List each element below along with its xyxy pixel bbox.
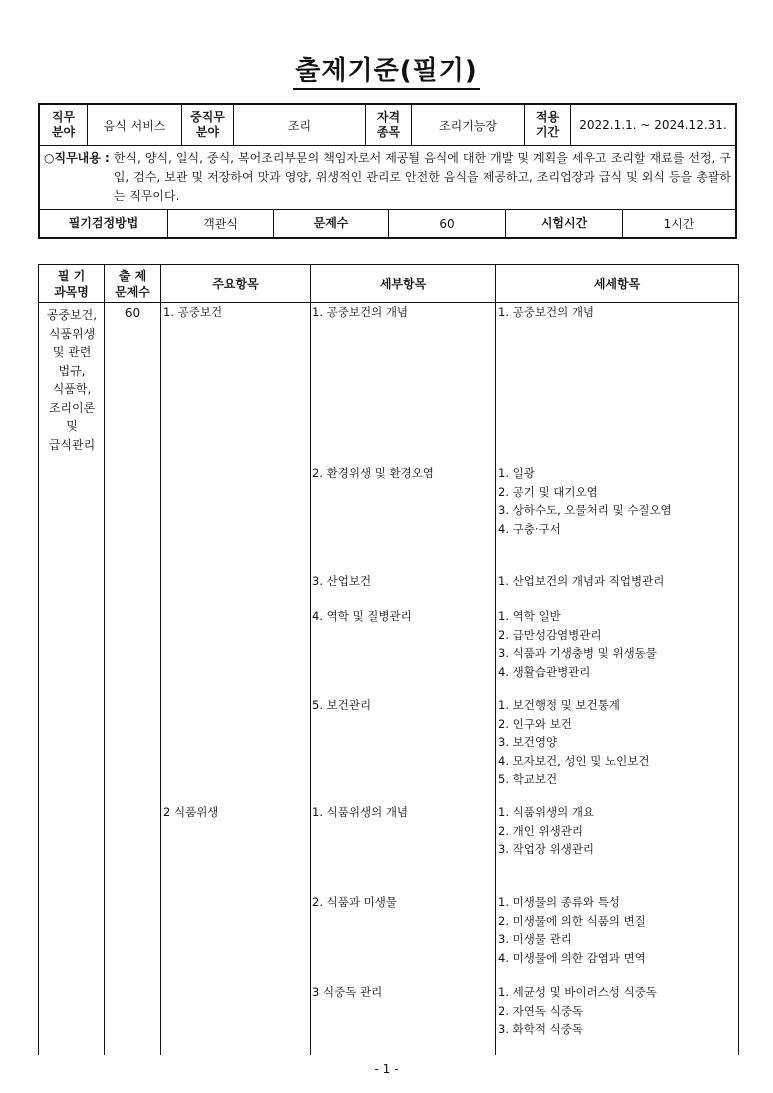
detail-item: 4. 구충·구서 [498, 521, 561, 536]
subfield-value: 조리 [234, 105, 366, 145]
duty-text: 한식, 양식, 일식, 중식, 복어조리부문의 책임자로서 제공될 음식에 대한 개발 및 계획을 세우고 조리할 재료를 선정, 구입, 검수, 보관 및 저장하여 맛과 영양, 위생적인 관리로 안전한 음식을 제공하고, 조리업장과 급식 및 외식 등을 총괄하는 직무이다. [113, 151, 731, 203]
header-main-item: 주요항목 [212, 276, 259, 291]
detail-item: 1. 산업보건의 개념과 직업병관리 [498, 574, 665, 588]
field-value: 음식 서비스 [88, 105, 182, 145]
detail-item: 2. 미생물에 의한 식품의 변질 [498, 913, 646, 928]
detail-item: 1. 공중보건의 개념 [498, 305, 595, 319]
detail-item: 3. 작업장 위생관리 [498, 842, 595, 856]
detail-item: 1. 역학 일반 [498, 609, 561, 623]
header-count: 출 제 문제수 [115, 268, 150, 299]
time-value: 1시간 [663, 217, 695, 231]
method-value: 객관식 [168, 210, 274, 237]
header-sub-item: 세부항목 [379, 276, 427, 291]
detail-item: 3. 보건영양 [498, 735, 558, 749]
detail-item: 1. 미생물의 종류와 특성 [498, 895, 620, 909]
sub-item: 2. 환경위생 및 환경오염 [312, 466, 434, 480]
main-item: 2 식품위생 [163, 805, 219, 819]
sub-item: 3 식중독 관리 [312, 985, 383, 999]
header-subject: 필 기 과목명 [54, 268, 89, 299]
detail-item: 2. 공기 및 대기오염 [498, 484, 598, 499]
main-item: 1. 공중보건 [163, 305, 223, 319]
page-title: 출제기준(필기) [0, 50, 773, 87]
sub-item: 2. 식품과 미생물 [312, 895, 397, 909]
sub-item: 1. 공중보건의 개념 [312, 305, 409, 319]
subject-name: 공중보건, 식품위생 및 관련 법규, 식품학, 조리이론 및 급식관리 [46, 308, 98, 452]
header-detail-item: 세세항목 [593, 276, 641, 291]
sub-item: 3. 산업보건 [312, 574, 372, 588]
sub-item: 4. 역학 및 질병관리 [312, 609, 412, 623]
question-count: 60 [124, 306, 141, 320]
detail-item: 5. 학교보건 [498, 772, 558, 786]
method-label: 필기검정방법 [40, 210, 168, 237]
period-label: 적용 기간 [525, 105, 571, 145]
exam-info-table [38, 103, 737, 239]
detail-item: 4. 미생물에 의한 감염과 면역 [498, 950, 646, 965]
detail-item: 1. 식품위생의 개요 [498, 805, 595, 819]
detail-item: 3. 상하수도, 오물처리 및 수질오염 [498, 503, 672, 517]
detail-item: 3. 미생물 관리 [498, 932, 572, 946]
cert-value: 조리기능장 [412, 105, 525, 145]
detail-item: 3. 식품과 기생충병 및 위생동물 [498, 646, 657, 660]
page-number: - 1 - [374, 1062, 399, 1076]
detail-item: 1. 보건행정 및 보건통계 [498, 698, 620, 712]
duty-label: ○직무내용 : [44, 151, 110, 165]
detail-item: 2. 자연독 식중독 [498, 1003, 583, 1018]
field-label: 직무 분야 [40, 105, 88, 145]
cert-label: 자격 종목 [366, 105, 412, 145]
syllabus-table [38, 264, 739, 1055]
period-value: 2022.1.1. ~ 2024.12.31. [579, 118, 727, 132]
detail-item: 1. 세균성 및 바이러스성 식중독 [498, 985, 657, 999]
subfield-label: 중직무 분야 [182, 105, 234, 145]
sub-item: 1. 식품위생의 개념 [312, 805, 409, 819]
detail-item: 4. 생활습관병관리 [498, 664, 591, 679]
detail-item: 4. 모자보건, 성인 및 노인보건 [498, 753, 650, 768]
qcount-label: 문제수 [274, 210, 389, 237]
duty-description [40, 146, 735, 210]
detail-item: 1. 일광 [498, 466, 535, 480]
detail-item: 2. 급만성감염병관리 [498, 627, 602, 642]
detail-item: 2. 인구와 보건 [498, 716, 572, 731]
detail-item: 2. 개인 위생관리 [498, 823, 583, 838]
time-label: 시험시간 [506, 210, 623, 237]
sub-item: 5. 보건관리 [312, 698, 372, 712]
detail-item: 3. 화학적 식중독 [498, 1022, 583, 1036]
qcount-value: 60 [389, 210, 506, 237]
